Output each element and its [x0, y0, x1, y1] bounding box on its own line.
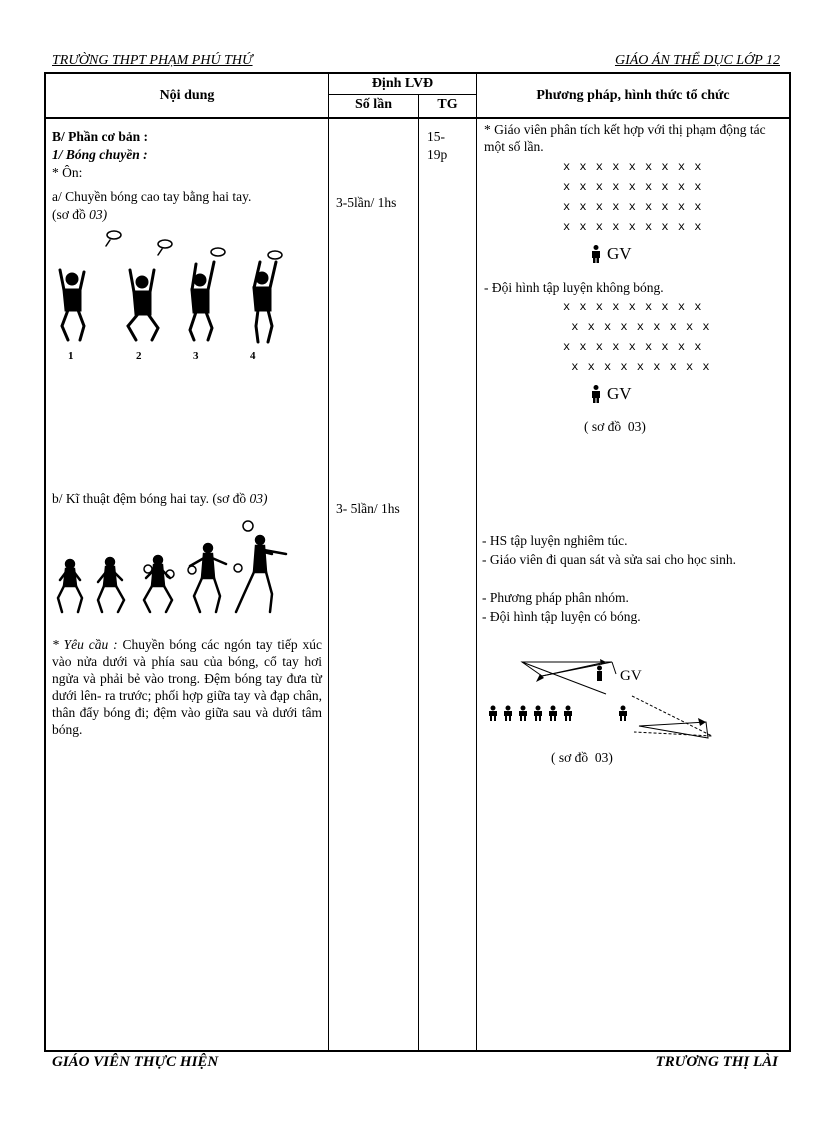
- header-subject: GIÁO ÁN THỂ DỤC LỚP 12: [614, 53, 780, 68]
- teacher-label-3: GV: [620, 668, 642, 684]
- teacher-marker-2: [591, 384, 632, 404]
- method-groups: - Phương pháp phân nhóm.: [482, 590, 629, 605]
- time-line-2: 19p: [427, 147, 448, 162]
- col-divider-3: [476, 72, 477, 1052]
- teacher-label: GV: [607, 244, 632, 263]
- section-title: B/ Phần cơ bản :: [52, 129, 148, 144]
- col-header-method: Phương pháp, hình thức tổ chức: [536, 88, 730, 103]
- figure-label-4: 4: [250, 350, 256, 362]
- diagram-ref-2: ( sơ đồ 03): [551, 750, 613, 765]
- figure-label-1: 1: [68, 350, 74, 362]
- dosage-b: 3- 5lần/ 1hs: [336, 501, 400, 516]
- method-no-ball: - Đội hình tập luyện không bóng.: [484, 280, 664, 295]
- formation-row-2: x x x x x x x x x: [563, 180, 703, 194]
- formation-row-1: x x x x x x x x x: [563, 160, 703, 174]
- table-header-divider: [44, 117, 790, 119]
- footer-name: TRƯƠNG THỊ LÀI: [655, 1054, 778, 1070]
- formation-b-row-2: x x x x x x x x x: [563, 320, 711, 334]
- col-header-tg: TG: [437, 97, 458, 112]
- diagram-ref-1: ( sơ đồ 03): [584, 419, 646, 434]
- item-a-ref: [52, 206, 107, 223]
- header-school: TRƯỜNG THPT PHẠM PHÚ THỨ: [52, 53, 253, 68]
- requirement-text: Chuyền bóng các ngón tay tiếp xúc vào nửa dưới và phía sau của bóng, cổ tay hơi ngửa và phải bẻ vào trong. Đệm bóng tay đưa từ dưới lên- ra trước; phối hợp giữa tay và đạp chân, thân đẩy bóng đi; đệm vào giữa sau và dưới tâm bóng.: [52, 637, 323, 737]
- formation-row-3: x x x x x x x x x: [563, 200, 703, 214]
- subsection-title: 1/ Bóng chuyền :: [52, 147, 148, 162]
- col-divider-1: [328, 72, 329, 1052]
- person-icon: [591, 245, 601, 263]
- requirement-label: * Yêu cầu :: [52, 637, 118, 652]
- col-divider-2: [418, 95, 419, 1052]
- item-b-ref-num: 03): [249, 491, 268, 506]
- footer-teacher: GIÁO VIÊN THỰC HIỆN: [52, 1054, 219, 1070]
- col-header-content: Nội dung: [159, 88, 215, 103]
- table-border-right: [789, 72, 791, 1052]
- formation-b-row-4: x x x x x x x x x: [563, 360, 711, 374]
- figure-label-2: 2: [136, 350, 142, 362]
- requirement-paragraph: [52, 636, 322, 738]
- figure-label-3: 3: [193, 350, 199, 362]
- volleyball-bump-figure: [50, 514, 310, 624]
- teacher-label-2: GV: [607, 384, 632, 403]
- item-a: a/ Chuyền bóng cao tay bằng hai tay.: [52, 189, 252, 204]
- table-border-bottom: [44, 1050, 790, 1052]
- method-demo: * Giáo viên phân tích kết hợp với thị phạm động tác một số lần.: [484, 122, 766, 154]
- method-serious: - HS tập luyện nghiêm túc.: [482, 533, 628, 548]
- time-line-1: 15-: [427, 129, 445, 144]
- person-icon: [591, 385, 601, 403]
- table-border-left: [44, 72, 46, 1052]
- review-label: * Ôn:: [52, 165, 83, 180]
- item-b-text: b/ Kĩ thuật đệm bóng hai tay. (sơ đồ: [52, 491, 247, 506]
- col-header-dinh: Định LVĐ: [371, 76, 434, 91]
- dosage-a: 3-5lần/ 1hs: [336, 195, 397, 210]
- item-a-ref-prefix: (sơ đồ: [52, 207, 86, 222]
- table-border-top: [44, 72, 790, 74]
- col-header-solan: Số lần: [355, 97, 392, 112]
- method-observe: - Giáo viên đi quan sát và sửa sai cho học sinh.: [482, 552, 737, 567]
- passing-diagram: [484, 654, 734, 754]
- formation-b-row-3: x x x x x x x x x: [563, 340, 703, 354]
- subheader-divider: [328, 94, 476, 95]
- item-a-ref-num: 03): [89, 207, 108, 222]
- item-b: [52, 490, 267, 507]
- method-with-ball: - Đội hình tập luyện có bóng.: [482, 609, 641, 624]
- formation-row-4: x x x x x x x x x: [563, 220, 703, 234]
- formation-b-row-1: x x x x x x x x x: [563, 300, 703, 314]
- teacher-marker-1: [591, 244, 632, 264]
